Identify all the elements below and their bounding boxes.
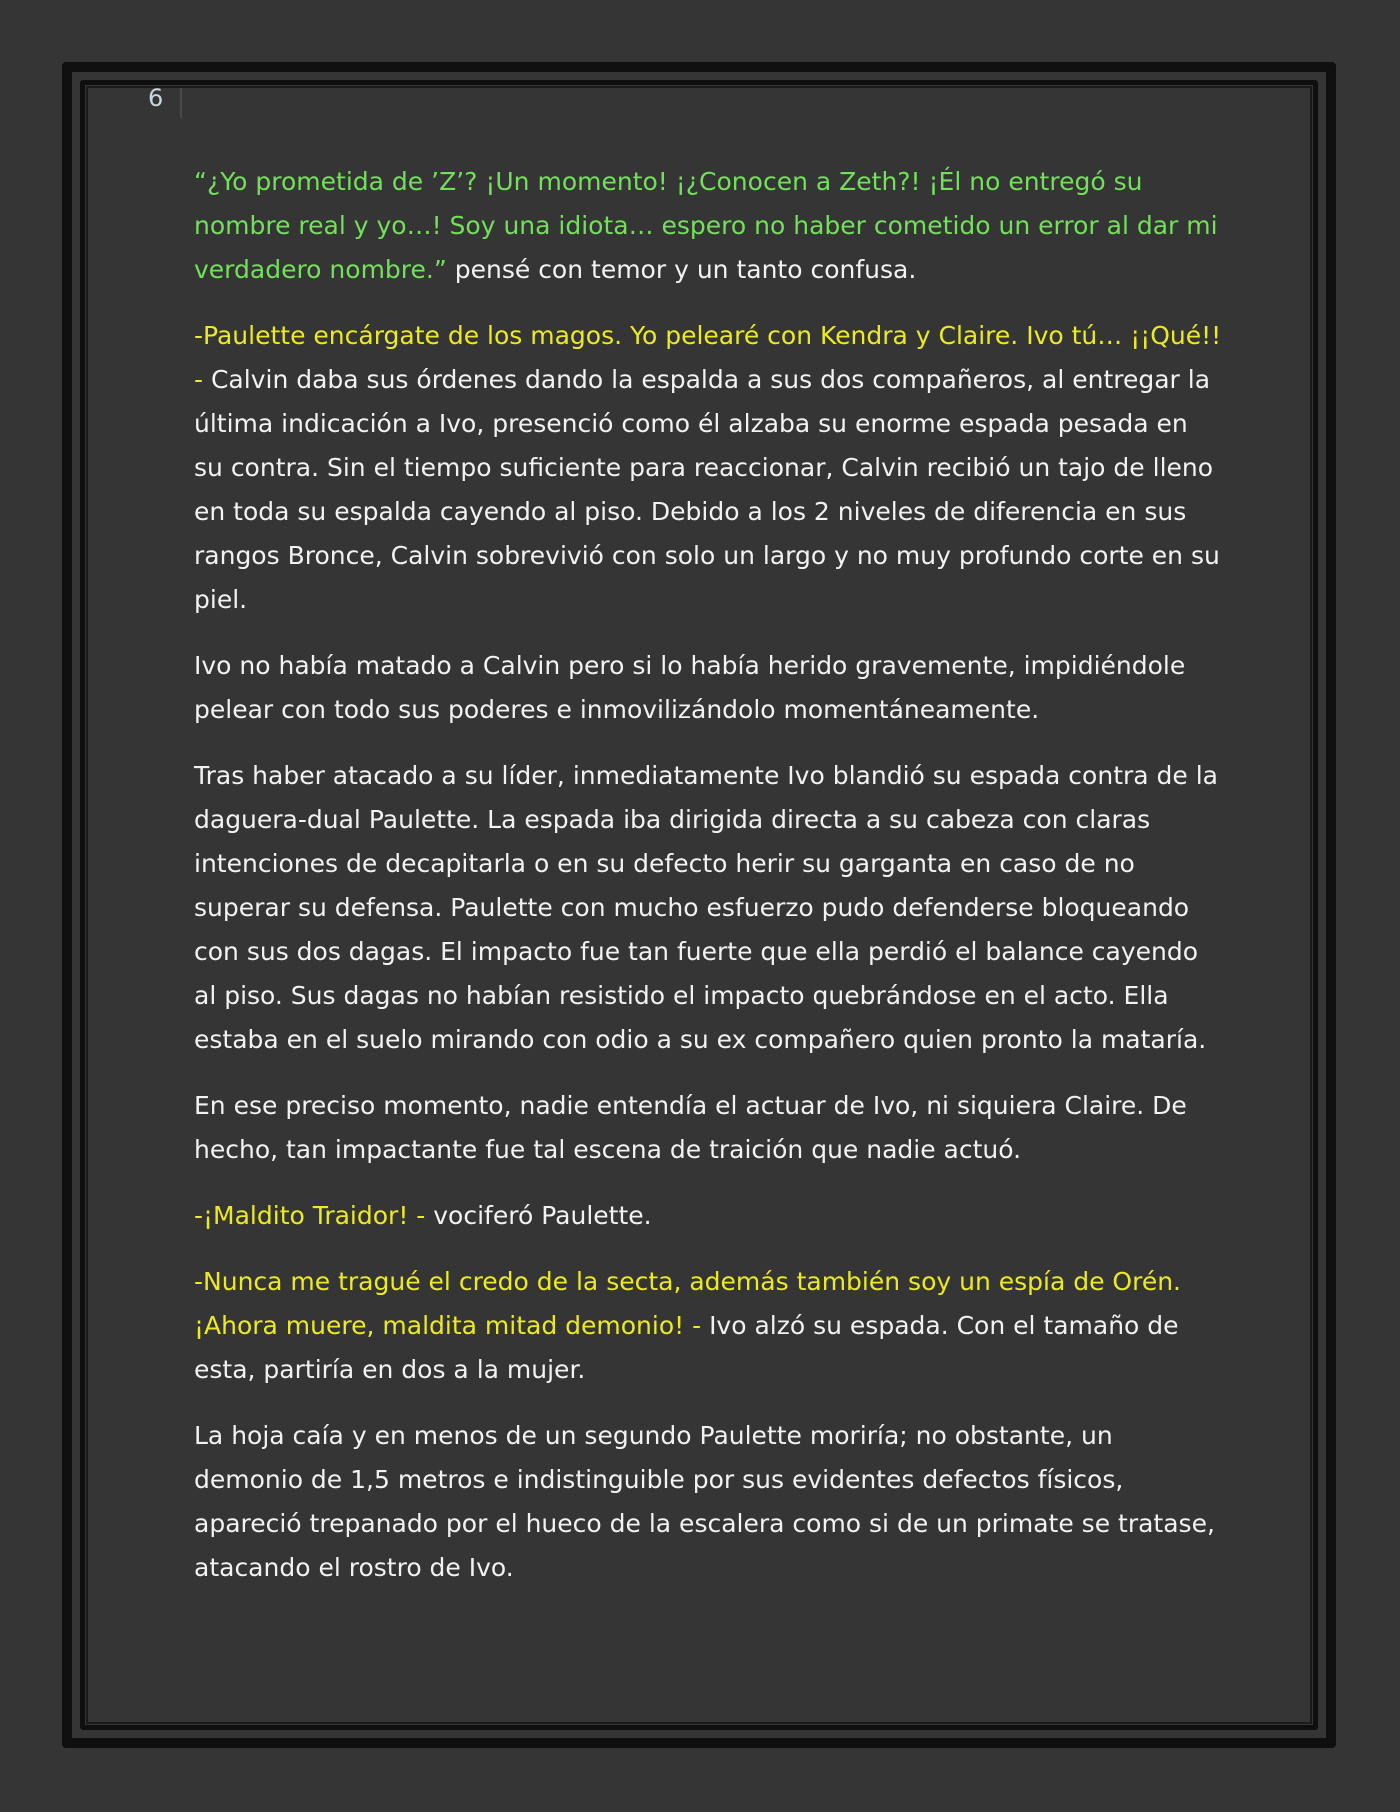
paragraph bbox=[194, 1084, 1224, 1172]
paragraph bbox=[194, 1414, 1224, 1590]
thought-text: “¿Yo prometida de ’Z’? ¡Un momento! ¡¿Conocen a Zeth?! ¡Él no entregó su nombre real y yo…! Soy una idiota… espero no haber cometido un error al dar mi verdadero nombre.” bbox=[194, 167, 1218, 284]
paragraph bbox=[194, 644, 1224, 732]
page-number-divider bbox=[180, 88, 182, 118]
paragraph bbox=[194, 160, 1224, 292]
narration-text: En ese preciso momento, nadie entendía el actuar de Ivo, ni siquiera Claire. De hecho, tan impactante fue tal escena de traición que nadie actuó. bbox=[194, 1091, 1187, 1164]
narration-text: La hoja caía y en menos de un segundo Paulette moriría; no obstante, un demonio de 1,5 metros e indistinguible por sus evidentes defectos físicos, apareció trepanado por el hueco de la escalera como si de un primate se tratase, atacando el rostro de Ivo. bbox=[194, 1421, 1215, 1582]
paragraph bbox=[194, 754, 1224, 1062]
paragraph bbox=[194, 314, 1224, 622]
narration-text: Tras haber atacado a su líder, inmediatamente Ivo blandió su espada contra de la daguera-dual Paulette. La espada iba dirigida directa a su cabeza con claras intenciones de decapitarla o en su defecto herir su garganta en caso de no superar su defensa. Paulette con mucho esfuerzo pudo defenderse bloqueando con sus dos dagas. El impacto fue tan fuerte que ella perdió el balance cayendo al piso. Sus dagas no habían resistido el impacto quebrándose en el acto. Ella estaba en el suelo mirando con odio a su ex compañero quien pronto la mataría. bbox=[194, 761, 1218, 1054]
narration-text: Ivo alzó su espada. Con el tamaño de esta, partiría en dos a la mujer. bbox=[194, 1311, 1179, 1384]
paragraph bbox=[194, 1260, 1224, 1392]
page-number: 6 bbox=[148, 84, 164, 112]
narration-text: Calvin daba sus órdenes dando la espalda a sus dos compañeros, al entregar la última indicación a Ivo, presenció como él alzaba su enorme espada pesada en su contra. Sin el tiempo suficiente para reaccionar, Calvin recibió un tajo de lleno en toda su espalda cayendo al piso. Debido a los 2 niveles de diferencia en sus rangos Bronce, Calvin sobrevivió con solo un largo y no muy profundo corte en su piel. bbox=[194, 365, 1220, 614]
dialogue-text: -Paulette encárgate de los magos. Yo pelearé con Kendra y Claire. Ivo tú… ¡¡Qué!! - bbox=[194, 321, 1222, 394]
paragraph bbox=[194, 1194, 1224, 1238]
narration-text: vociferó Paulette. bbox=[433, 1201, 652, 1230]
narration-text: pensé con temor y un tanto confusa. bbox=[446, 255, 917, 284]
page-body bbox=[194, 160, 1224, 1612]
narration-text: Ivo no había matado a Calvin pero si lo había herido gravemente, impidiéndole pelear con todo sus poderes e inmovilizándolo momentáneamente. bbox=[194, 651, 1186, 724]
dialogue-text: -¡Maldito Traidor! - bbox=[194, 1201, 434, 1230]
dialogue-text: -Nunca me tragué el credo de la secta, además también soy un espía de Orén. ¡Ahora muere, maldita mitad demonio! - bbox=[194, 1267, 1181, 1340]
